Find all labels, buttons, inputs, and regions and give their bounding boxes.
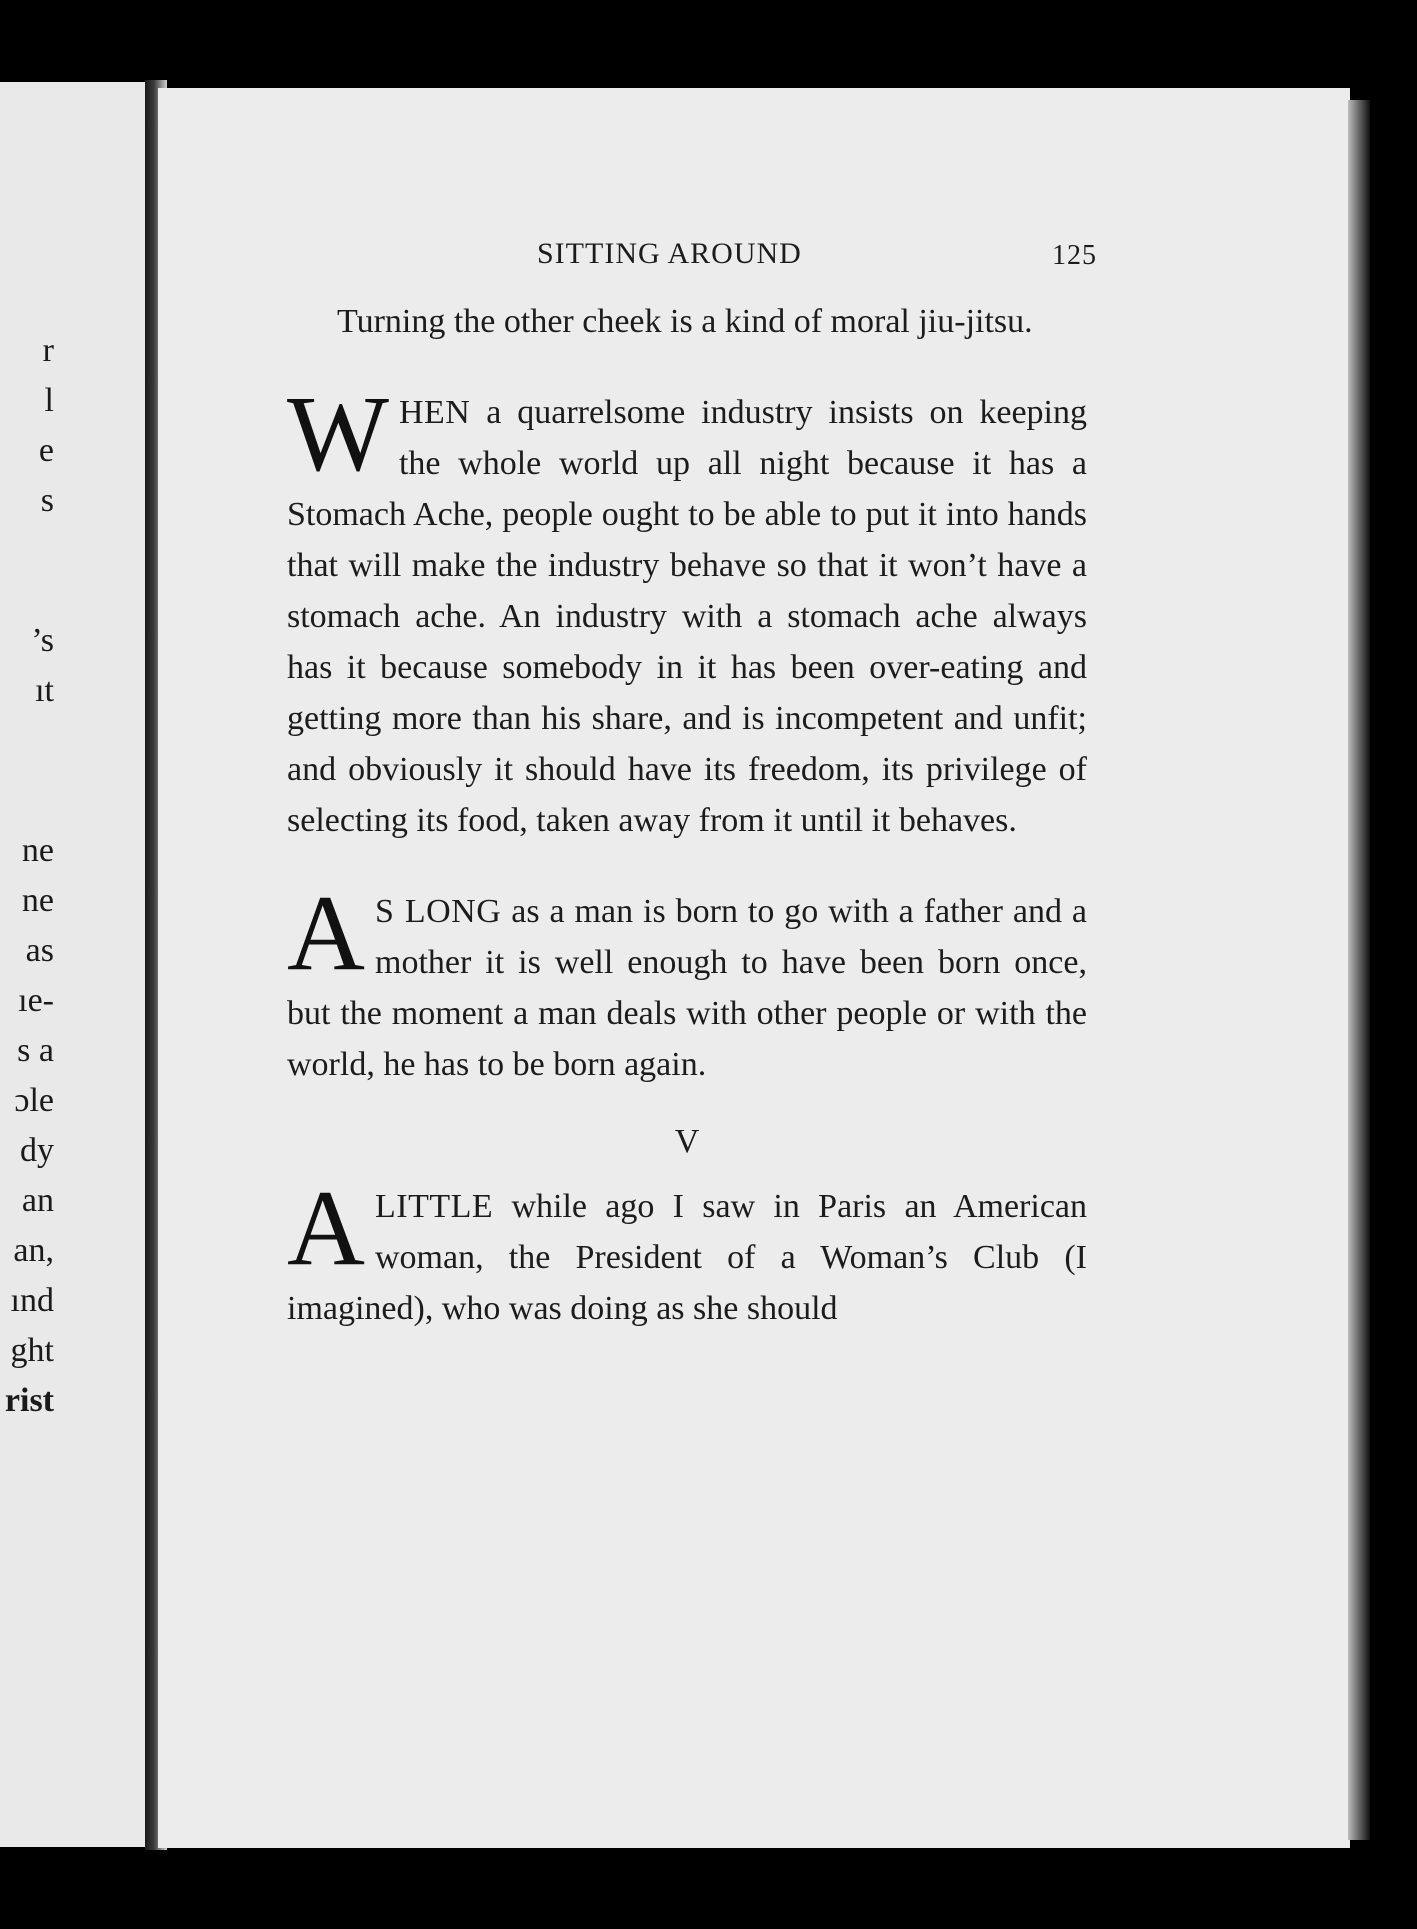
left-page-fragment: ght (10, 1332, 54, 1369)
left-page (0, 82, 150, 1847)
left-page-fragment: r (42, 332, 54, 369)
page-text-block (287, 228, 1097, 1334)
paragraph-body: while ago I saw in Paris an American woman, the President of a Woman’s Club (I imagined), who was doing as she should (287, 1188, 1087, 1327)
page-edge (1348, 100, 1370, 1840)
left-page-fragment: ınd (10, 1282, 54, 1319)
left-page-fragment: l (44, 382, 54, 419)
dropcap-w: W (287, 375, 389, 494)
paragraph-body: a quarrelsome industry insists on keeping the whole world up all night because it has a Stomach Ache, people ought to be able to put it into hands that will make the industry behave so that it won’t have a stomach ache. An industry with a stomach ache always has it because somebody in it has been over-eating and getting more than his share, and is incompetent and unfit; and obviously it should have its freedom, its privilege of selecting its food, taken away from it until it behaves. (287, 394, 1087, 839)
left-page-fragment: as (25, 932, 54, 969)
paragraph-as-long (287, 874, 1088, 1090)
paragraph-when (287, 375, 1087, 846)
left-page-fragment: an, (13, 1232, 54, 1269)
left-page-fragment: ıe- (18, 982, 54, 1019)
left-page-fragment: e (38, 432, 54, 469)
paragraph-a-little (287, 1169, 1087, 1334)
left-page-fragment: s a (17, 1032, 54, 1069)
page-number: 125 (1052, 240, 1097, 271)
paragraph-lead: HEN (398, 394, 471, 431)
dropcap-a: A (287, 874, 365, 993)
paragraph-body: as a man is born to go with a father and a mother it is well enough to have been born once, but the moment a man deals with other people or with the world, he has to be born again. (287, 893, 1088, 1083)
left-page-fragment: ’s (31, 622, 54, 659)
left-page-fragment: ɔle (14, 1082, 54, 1119)
paragraph-lead: S LONG (375, 893, 502, 930)
left-page-fragment: ıt (35, 672, 54, 709)
paragraph-turning: Turning the other cheek is a kind of moral jiu-jitsu. (337, 303, 1033, 340)
left-page-fragment: dy (20, 1132, 54, 1169)
section-number: V (674, 1123, 700, 1160)
left-page-fragment: ne (21, 832, 54, 869)
left-page-fragment: ne (21, 882, 54, 919)
dropcap-a: A (287, 1169, 365, 1288)
paragraph-lead: LITTLE (375, 1188, 494, 1225)
left-page-fragment: rist (4, 1382, 54, 1419)
running-head-title: SITTING AROUND (537, 237, 802, 270)
running-head (287, 228, 1097, 288)
left-page-fragment: s (40, 482, 54, 519)
left-page-fragment: an (21, 1182, 54, 1219)
